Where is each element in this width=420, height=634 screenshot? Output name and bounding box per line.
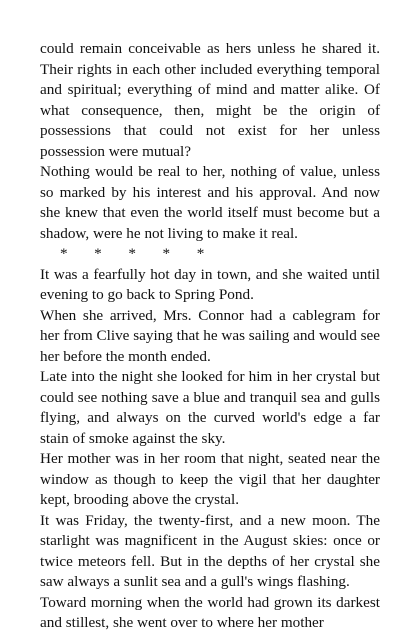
book-page: [40, 39, 380, 634]
section-break: * * * * *: [60, 245, 205, 262]
paragraph-3: It was a fearfully hot day in town, and she waited until evening to go back to Spring Pond.: [40, 265, 380, 303]
paragraph-8: Toward morning when the world had grown its darkest and stillest, she went over to where her mother: [40, 593, 380, 631]
paragraph-5: Late into the night she looked for him in her crystal but could see nothing save a blue and tranquil sea and gulls flying, and always on the curved world's edge a far stain of smoke against the sky.: [40, 368, 380, 447]
paragraph-2: Nothing would be real to her, nothing of value, unless so marked by his interest and his approval. And now she knew that even the world itself must become but a shadow, were he not living to make it real.: [40, 163, 380, 242]
paragraph-1: could remain conceivable as hers unless he shared it. Their rights in each other included everything temporal and spiritual; everything of mind and matter alike. Of what consequence, then, might be the origin of possessions that could not exist for her unless possession were mutual?: [40, 40, 380, 160]
paragraph-7: It was Friday, the twenty-first, and a new moon. The starlight was magnificent in the August skies: once or twice meteors fell. But in the depths of her crystal she saw always a sunlit sea and a gull's wings flashing.: [40, 511, 380, 590]
paragraph-6: Her mother was in her room that night, seated near the window as though to keep the vigil that her daughter kept, brooding above the crystal.: [40, 450, 380, 508]
paragraph-4: When she arrived, Mrs. Connor had a cablegram for her from Clive saying that he was sailing and would see her before the month ended.: [40, 306, 380, 365]
